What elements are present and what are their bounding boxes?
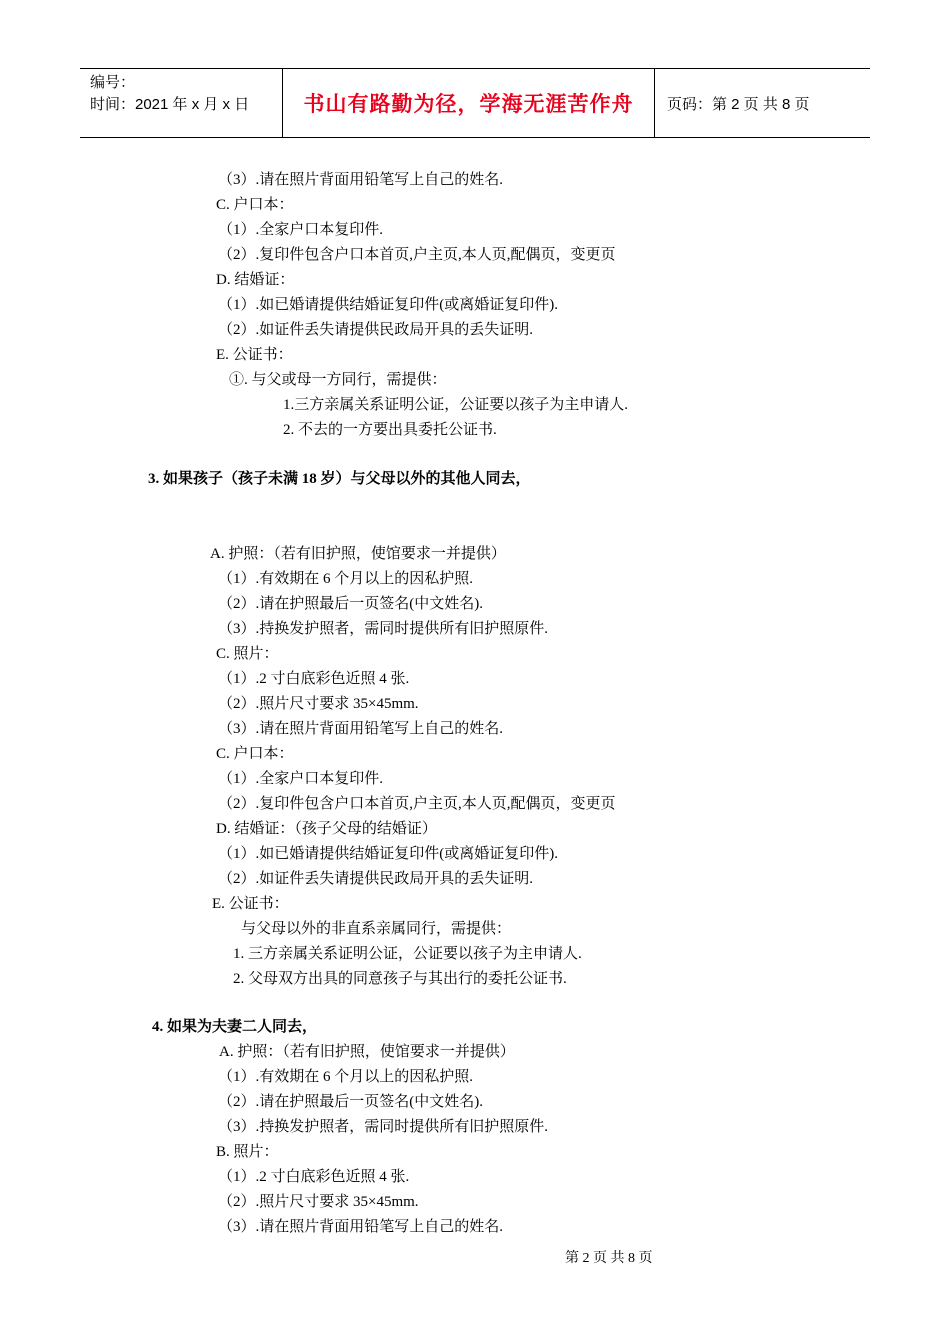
section-heading: C. 户口本： [216, 197, 294, 213]
body-line: （2）.照片尺寸要求 35×45mm. [218, 696, 419, 712]
section-heading: E. 公证书： [216, 347, 293, 363]
body-line: （2）.复印件包含户口本首页,户主页,本人页,配偶页，变更页 [218, 796, 616, 812]
section-heading: D. 结婚证： [216, 272, 295, 288]
body-line: （3）.请在照片背面用铅笔写上自己的姓名. [218, 1219, 504, 1235]
header-motto-cell [282, 69, 655, 137]
body-line: （2）.照片尺寸要求 35×45mm. [218, 1194, 419, 1210]
header-motto: 书山有路勤为径，学海无涯苦作舟 [303, 92, 634, 116]
body-line: （1）.全家户口本复印件. [218, 771, 384, 787]
header-time-label: 时间：2021 年 x 月 x 日 [90, 96, 250, 113]
body-line: ①. 与父或母一方同行，需提供： [229, 372, 447, 388]
body-line: （1）.如已婚请提供结婚证复印件(或离婚证复印件). [218, 846, 558, 862]
section-heading: A. 护照：（若有旧护照，使馆要求一并提供） [210, 546, 506, 562]
section-heading: B. 照片： [216, 1144, 279, 1160]
header-number-label: 编号： [90, 74, 136, 91]
body-line: （1）.如已婚请提供结婚证复印件(或离婚证复印件). [218, 297, 558, 313]
body-line: （2）.请在护照最后一页签名(中文姓名). [218, 1094, 483, 1110]
body-line: （3）.持换发护照者，需同时提供所有旧护照原件. [218, 621, 549, 637]
page-header [80, 68, 870, 138]
section-heading: C. 户口本： [216, 746, 294, 762]
body-line: （1）.有效期在 6 个月以上的因私护照. [218, 571, 474, 587]
body-line: 1. 三方亲属关系证明公证，公证要以孩子为主申请人. [233, 946, 582, 962]
body-line: 与父母以外的非直系亲属同行，需提供： [241, 921, 512, 937]
body-line: （2）.如证件丢失请提供民政局开具的丢失证明. [218, 871, 534, 887]
section-3-title: 3. 如果孩子（孩子未满 18 岁）与父母以外的其他人同去， [148, 471, 531, 487]
body-line: （2）.复印件包含户口本首页,户主页,本人页,配偶页，变更页 [218, 247, 616, 263]
section-heading: A. 护照：（若有旧护照，使馆要求一并提供） [219, 1044, 515, 1060]
header-meta [80, 69, 282, 137]
header-page-info: 页码：第 2 页 共 8 页 [667, 95, 810, 113]
body-line: （1）.有效期在 6 个月以上的因私护照. [218, 1069, 474, 1085]
body-line: （2）.请在护照最后一页签名(中文姓名). [218, 596, 483, 612]
body-line: （1）.全家户口本复印件. [218, 222, 384, 238]
body-line: （3）.请在照片背面用铅笔写上自己的姓名. [218, 721, 504, 737]
body-line: 2. 不去的一方要出具委托公证书. [283, 422, 497, 438]
body-line: （2）.如证件丢失请提供民政局开具的丢失证明. [218, 322, 534, 338]
body-line: （3）.请在照片背面用铅笔写上自己的姓名. [218, 172, 504, 188]
body-line: 1.三方亲属关系证明公证，公证要以孩子为主申请人. [283, 397, 629, 413]
section-heading: D. 结婚证：（孩子父母的结婚证） [216, 821, 437, 837]
body-line: （3）.持换发护照者，需同时提供所有旧护照原件. [218, 1119, 549, 1135]
body-line: （1）.2 寸白底彩色近照 4 张. [218, 1169, 410, 1185]
section-4-title: 4. 如果为夫妻二人同去， [152, 1019, 318, 1035]
body-line: 2. 父母双方出具的同意孩子与其出行的委托公证书. [233, 971, 567, 987]
page-footer: 第 2 页 共 8 页 [565, 1251, 653, 1266]
body-line: （1）.2 寸白底彩色近照 4 张. [218, 671, 410, 687]
section-heading: E. 公证书： [212, 896, 289, 912]
section-heading: C. 照片： [216, 646, 279, 662]
